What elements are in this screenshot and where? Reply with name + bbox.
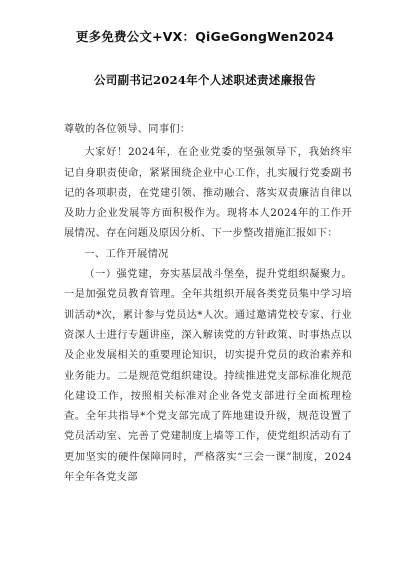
paragraph-party-building: （一）强党建，夯实基层战斗堡垒，提升党组织凝聚力。一是加强党员教育管理。全年共组织开展各类党员集中学习培训活动*次，累计参与党员达*人次。通过邀请党校专家、行业资深人士进行专题讲座，深入解读党的方针政策、时事热点以及企业发展相关的重要理论知识，切实提升党员的政治素养和业务能力。二是规范党组织建设。持续推进党支部标准化规范化建设工作，按照相关标准对企业各党支部进行全面梳理检查。全年共指导*个党支部完成了阵地建设升级，规范设置了党员活动室、完善了党建制度上墙等工作，使党组织活动有了更加坚实的硬件保障同时，严格落实“三会一课”制度，2024年全年各党支部 <box>64 269 352 484</box>
watermark-header: 更多免费公文+VX：QiGeGongWen2024 <box>75 29 335 44</box>
document-title: 公司副书记2024年个人述职述责述廉报告 <box>93 73 316 87</box>
paragraph-intro: 大家好！2024年，在企业党委的坚强领导下，我始终牢记自身职责使命，紧紧围绕企业中心工作，扎实履行党委副书记的各项职责，在党建引领、推动融合、落实双责廉洁自律以及助力企业发展等方面积极作为。现将本人2024年的工作开展情况、存在问题及原因分析、下一步整改措施汇报如下： <box>64 147 352 240</box>
document-body <box>64 120 352 488</box>
greeting: 尊敬的各位领导、同事们： <box>64 124 191 135</box>
section-heading: 一、工作开展情况 <box>84 248 169 260</box>
